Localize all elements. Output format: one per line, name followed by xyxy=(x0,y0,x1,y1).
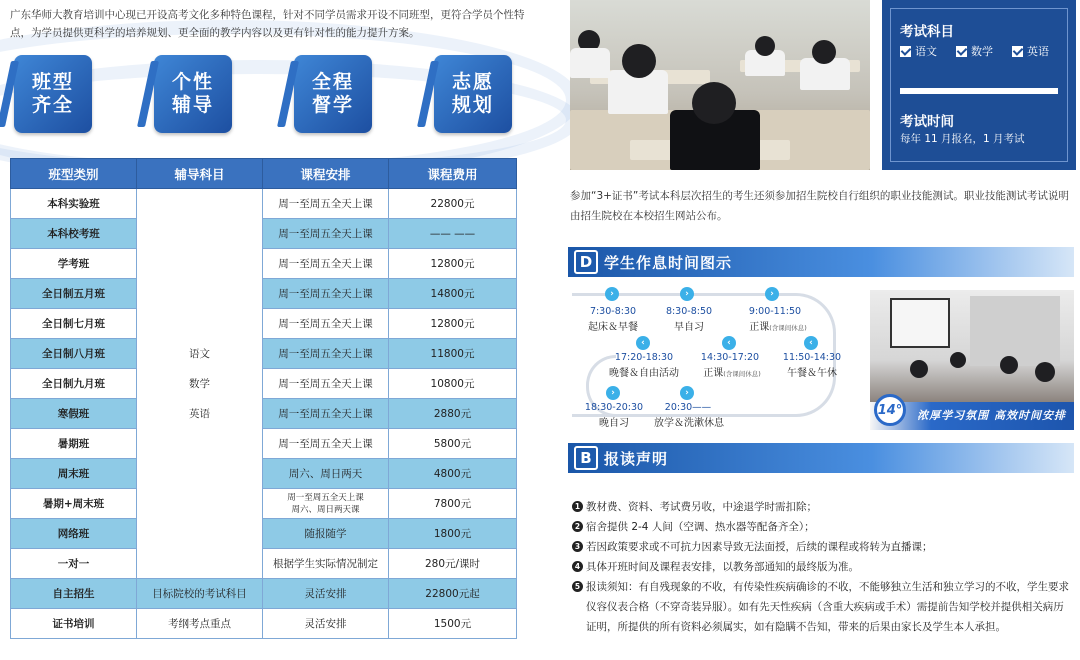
photo-banner-text: 浓厚学习氛围 高效时间安排 xyxy=(917,409,1066,422)
schedule-cell: 灵活安排 xyxy=(263,579,389,609)
exam-subject-option: 数学 xyxy=(956,43,993,59)
fee-cell: 1800元 xyxy=(389,519,517,549)
table-row xyxy=(11,579,517,609)
table-row xyxy=(11,549,517,579)
class-type-cell: 一对一 xyxy=(11,549,137,579)
schedule-cell: 随报随学 xyxy=(263,519,389,549)
table-row xyxy=(11,429,517,459)
timeline-activity: 放学＆洗漱休息 xyxy=(654,418,724,429)
feature-badge-supervision: 全程督学 xyxy=(294,55,372,133)
number-badge-icon: 1 xyxy=(572,501,583,512)
fee-table xyxy=(10,158,517,639)
list-item: 3 若因政策要求或不可抗力因素导致无法面授，后续的课程或将转为直播课； xyxy=(572,537,1072,557)
table-row xyxy=(11,309,517,339)
table-row xyxy=(11,189,517,219)
schedule-cell xyxy=(263,489,389,519)
fee-cell: 2880元 xyxy=(389,399,517,429)
anniversary-badge: 14° xyxy=(874,394,906,426)
timeline-time: 14:30-17:20 xyxy=(700,352,760,363)
timeline-activity: 正课(含课间休息) xyxy=(703,368,761,379)
table-row xyxy=(11,369,517,399)
divider xyxy=(900,88,1058,94)
table-row xyxy=(11,489,517,519)
timeline-time: 18:30-20:30 xyxy=(584,402,644,413)
schedule-cell: 周六、周日两天 xyxy=(263,459,389,489)
fee-cell: 12800元 xyxy=(389,309,517,339)
timeline-arrow-icon: › xyxy=(680,386,694,400)
fee-cell: 22800元起 xyxy=(389,579,517,609)
schedule-cell: 周一至周五全天上课 xyxy=(263,249,389,279)
timeline-time: 11:50-14:30 xyxy=(782,352,842,363)
timeline-activity: 起床＆早餐 xyxy=(588,322,638,333)
fee-cell: 4800元 xyxy=(389,459,517,489)
table-row xyxy=(11,279,517,309)
schedule-line: 周一至周五全天上课 xyxy=(287,492,364,503)
schedule-cell: 周一至周五全天上课 xyxy=(263,369,389,399)
fee-cell: 12800元 xyxy=(389,249,517,279)
checkbox-icon xyxy=(900,46,911,57)
schedule-cell: 周一至周五全天上课 xyxy=(263,429,389,459)
table-row xyxy=(11,609,517,639)
class-type-cell: 周末班 xyxy=(11,459,137,489)
table-row xyxy=(11,459,517,489)
class-type-cell: 学考班 xyxy=(11,249,137,279)
exam-time-title: 考试时间 xyxy=(900,114,954,130)
class-type-cell: 全日制五月班 xyxy=(11,279,137,309)
fee-cell: 1500元 xyxy=(389,609,517,639)
class-type-cell: 网络班 xyxy=(11,519,137,549)
column-header: 课程费用 xyxy=(389,159,517,189)
timeline-time: 20:30—— xyxy=(664,402,712,413)
exam-subject-option: 英语 xyxy=(1012,43,1049,59)
number-badge-icon: 5 xyxy=(572,581,583,592)
feature-badge-tutoring: 个性辅导 xyxy=(154,55,232,133)
class-type-cell: 自主招生 xyxy=(11,579,137,609)
timeline-arrow-icon: › xyxy=(765,287,779,301)
schedule-cell: 灵活安排 xyxy=(263,609,389,639)
schedule-cell: 周一至周五全天上课 xyxy=(263,399,389,429)
exam-time-note: 每年 11 月报名，1 月考试 xyxy=(900,133,1025,145)
table-row xyxy=(11,339,517,369)
section-title: 学生作息时间图示 xyxy=(604,253,733,272)
study-hall-photo xyxy=(870,290,1074,430)
subject-label: 数学 xyxy=(189,377,210,390)
timeline-activity: 晚餐＆自由活动 xyxy=(609,368,679,379)
table-row xyxy=(11,219,517,249)
timeline-time: 7:30-8:30 xyxy=(589,306,637,317)
declaration-list xyxy=(572,497,1072,637)
certificate-note: 参加“3+证书”考试本科层次招生的考生还须参加招生院校自行组织的职业技能测试。职业技能测试考试说明由招生院校在本校招生网站公布。 xyxy=(570,190,1069,222)
intro-text: 广东华师大教育培训中心现已开设高考文化多种特色课程，针对不同学员需求开设不同班型，更符合学员个性特点，为学员提供更科学的培养规划、更全面的教学内容以及更有针对性的能力提升方案。 xyxy=(10,9,525,39)
schedule-cell: 周一至周五全天上课 xyxy=(263,339,389,369)
timeline-time: 8:30-8:50 xyxy=(665,306,713,317)
section-title: 报读声明 xyxy=(604,449,669,468)
column-header: 课程安排 xyxy=(263,159,389,189)
table-row xyxy=(11,249,517,279)
class-type-cell: 全日制九月班 xyxy=(11,369,137,399)
schedule-line: 周六、周日两天课 xyxy=(291,504,360,515)
timeline-arrow-icon: › xyxy=(606,386,620,400)
timeline-time: 17:20-18:30 xyxy=(614,352,674,363)
fee-cell: 14800元 xyxy=(389,279,517,309)
fee-cell: 22800元 xyxy=(389,189,517,219)
column-header: 辅导科目 xyxy=(137,159,263,189)
schedule-cell: 周一至周五全天上课 xyxy=(263,189,389,219)
section-header-schedule xyxy=(568,247,1074,277)
fee-cell: 7800元 xyxy=(389,489,517,519)
fee-cell: —— —— xyxy=(389,219,517,249)
timeline-arrow-icon: › xyxy=(605,287,619,301)
subject-cell: 考纲考点重点 xyxy=(137,609,263,639)
class-type-cell: 本科实验班 xyxy=(11,189,137,219)
subject-cell: 目标院校的考试科目 xyxy=(137,579,263,609)
number-badge-icon: 2 xyxy=(572,521,583,532)
timeline-activity: 午餐＆午休 xyxy=(787,368,837,379)
exam-info-card xyxy=(882,0,1076,170)
timeline-arrow-icon: › xyxy=(680,287,694,301)
subject-label: 语文 xyxy=(189,347,210,360)
class-type-cell: 暑期+周末班 xyxy=(11,489,137,519)
section-letter: B xyxy=(574,446,598,470)
feature-badge-planning: 志愿规划 xyxy=(434,55,512,133)
number-badge-icon: 4 xyxy=(572,561,583,572)
fee-cell: 5800元 xyxy=(389,429,517,459)
list-item: 4 具体开班时间及课程表安排，以教务部通知的最终版为准。 xyxy=(572,557,1072,577)
section-letter: D xyxy=(574,250,598,274)
timeline-arrow-icon: ‹ xyxy=(722,336,736,350)
class-type-cell: 证书培训 xyxy=(11,609,137,639)
section-header-declaration xyxy=(568,443,1074,473)
timeline-activity: 正课(含课间休息) xyxy=(749,322,807,333)
exam-subjects-title: 考试科目 xyxy=(900,24,954,40)
timeline-arrow-icon: ‹ xyxy=(636,336,650,350)
classroom-photo xyxy=(570,0,870,170)
feature-badge-class-types: 班型齐全 xyxy=(14,55,92,133)
schedule-cell: 周一至周五全天上课 xyxy=(263,219,389,249)
class-type-cell: 暑期班 xyxy=(11,429,137,459)
exam-subject-option: 语文 xyxy=(900,43,937,59)
fee-table-container xyxy=(10,158,516,639)
timeline-time: 9:00-11:50 xyxy=(748,306,802,317)
fee-cell: 10800元 xyxy=(389,369,517,399)
timeline-arrow-icon: ‹ xyxy=(804,336,818,350)
checkbox-icon xyxy=(956,46,967,57)
column-header: 班型类别 xyxy=(11,159,137,189)
schedule-cell: 周一至周五全天上课 xyxy=(263,309,389,339)
class-type-cell: 本科校考班 xyxy=(11,219,137,249)
class-type-cell: 寒假班 xyxy=(11,399,137,429)
timeline-activity: 晚自习 xyxy=(599,418,629,429)
subject-label: 英语 xyxy=(189,407,210,420)
list-item: 2 宿舍提供 2-4 人间（空调、热水器等配备齐全）； xyxy=(572,517,1072,537)
number-badge-icon: 3 xyxy=(572,541,583,552)
table-row xyxy=(11,399,517,429)
subjects-cell xyxy=(137,189,263,579)
class-type-cell: 全日制八月班 xyxy=(11,339,137,369)
checkbox-icon xyxy=(1012,46,1023,57)
table-row xyxy=(11,519,517,549)
fee-cell: 280元/课时 xyxy=(389,549,517,579)
schedule-cell: 根据学生实际情况制定 xyxy=(263,549,389,579)
schedule-cell: 周一至周五全天上课 xyxy=(263,279,389,309)
list-item: 1 教材费、资料、考试费另收，中途退学时需扣除； xyxy=(572,497,1072,517)
timeline-activity: 早自习 xyxy=(674,322,704,333)
class-type-cell: 全日制七月班 xyxy=(11,309,137,339)
list-item: 5 报读须知：有自残现象的不收，有传染性疾病确诊的不收，不能够独立生活和独立学习的不收，学生要求仪容仪表合格（不穿奇装异服）。如有先天性疾病（含重大疾病或手术）需提前告知学校并提供相关病历证明，所提供的所有资料必须属实，如有隐瞒不告知，带来的后果由家长及学生本人承担。 xyxy=(572,577,1072,637)
table-header-row xyxy=(11,159,517,189)
fee-cell: 11800元 xyxy=(389,339,517,369)
